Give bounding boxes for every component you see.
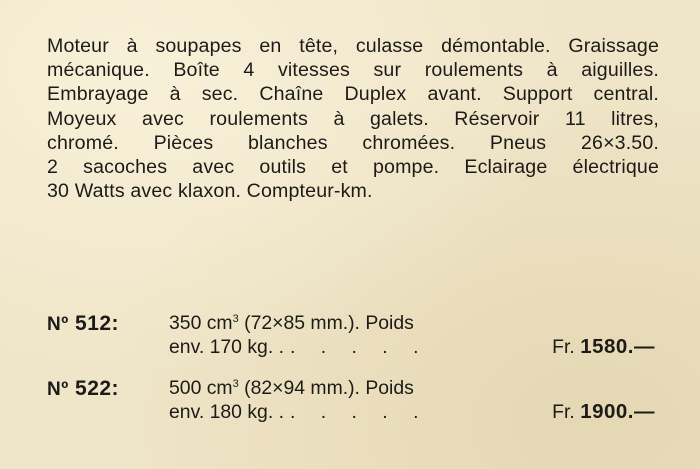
weight-text: env. 180 kg. . <box>169 401 284 423</box>
model-number-value: 522: <box>75 377 120 400</box>
model-spec <box>169 376 414 400</box>
model-spec <box>169 311 414 335</box>
model-number <box>47 376 119 403</box>
displacement-exponent: 3 <box>232 378 239 390</box>
spec-rest: (72×85 mm.). Poids <box>238 312 414 334</box>
weight-text: env. 170 kg. . <box>169 336 284 358</box>
description-line: Embrayage à sec. Chaîne Duplex avant. Support central. <box>47 83 659 106</box>
price-amount: 1900. <box>580 400 634 423</box>
leader-dots: . . . . . <box>289 336 429 358</box>
model-number-value: 512: <box>75 312 120 335</box>
description-line: mécanique. Boîte 4 vitesses sur roulements à aiguilles. <box>47 59 659 82</box>
description-line: Moteur à soupapes en tête, culasse démontable. Graissage <box>47 35 659 57</box>
description-line: 2 sacoches avec outils et pompe. Eclairage électrique <box>47 156 659 179</box>
price-dash: — <box>634 335 655 358</box>
model-price <box>552 335 655 359</box>
description-line: chromé. Pièces blanches chromées. Pneus 26×3.50. <box>47 131 659 154</box>
model-weight <box>169 400 428 424</box>
price-amount: 1580. <box>580 335 634 358</box>
number-symbol: Nº <box>47 314 69 335</box>
model-number <box>47 311 119 338</box>
displacement-exponent: 3 <box>232 313 239 325</box>
displacement: 350 cm <box>169 312 233 334</box>
number-symbol: Nº <box>47 379 69 400</box>
leader-dots: . . . . . <box>289 401 429 423</box>
currency: Fr. <box>552 401 575 423</box>
displacement: 500 cm <box>169 377 233 399</box>
model-price <box>552 400 655 424</box>
model-entry-512 <box>47 311 659 363</box>
currency: Fr. <box>552 336 575 358</box>
spec-rest: (82×94 mm.). Poids <box>238 377 414 399</box>
description-paragraph <box>47 34 659 203</box>
model-entry-522 <box>47 376 659 428</box>
model-weight <box>169 335 428 359</box>
description-line: 30 Watts avec klaxon. Compteur-km. <box>47 180 373 203</box>
price-dash: — <box>634 400 655 423</box>
description-line: Moyeux avec roulements à galets. Réservoir 11 litres, <box>47 107 659 130</box>
